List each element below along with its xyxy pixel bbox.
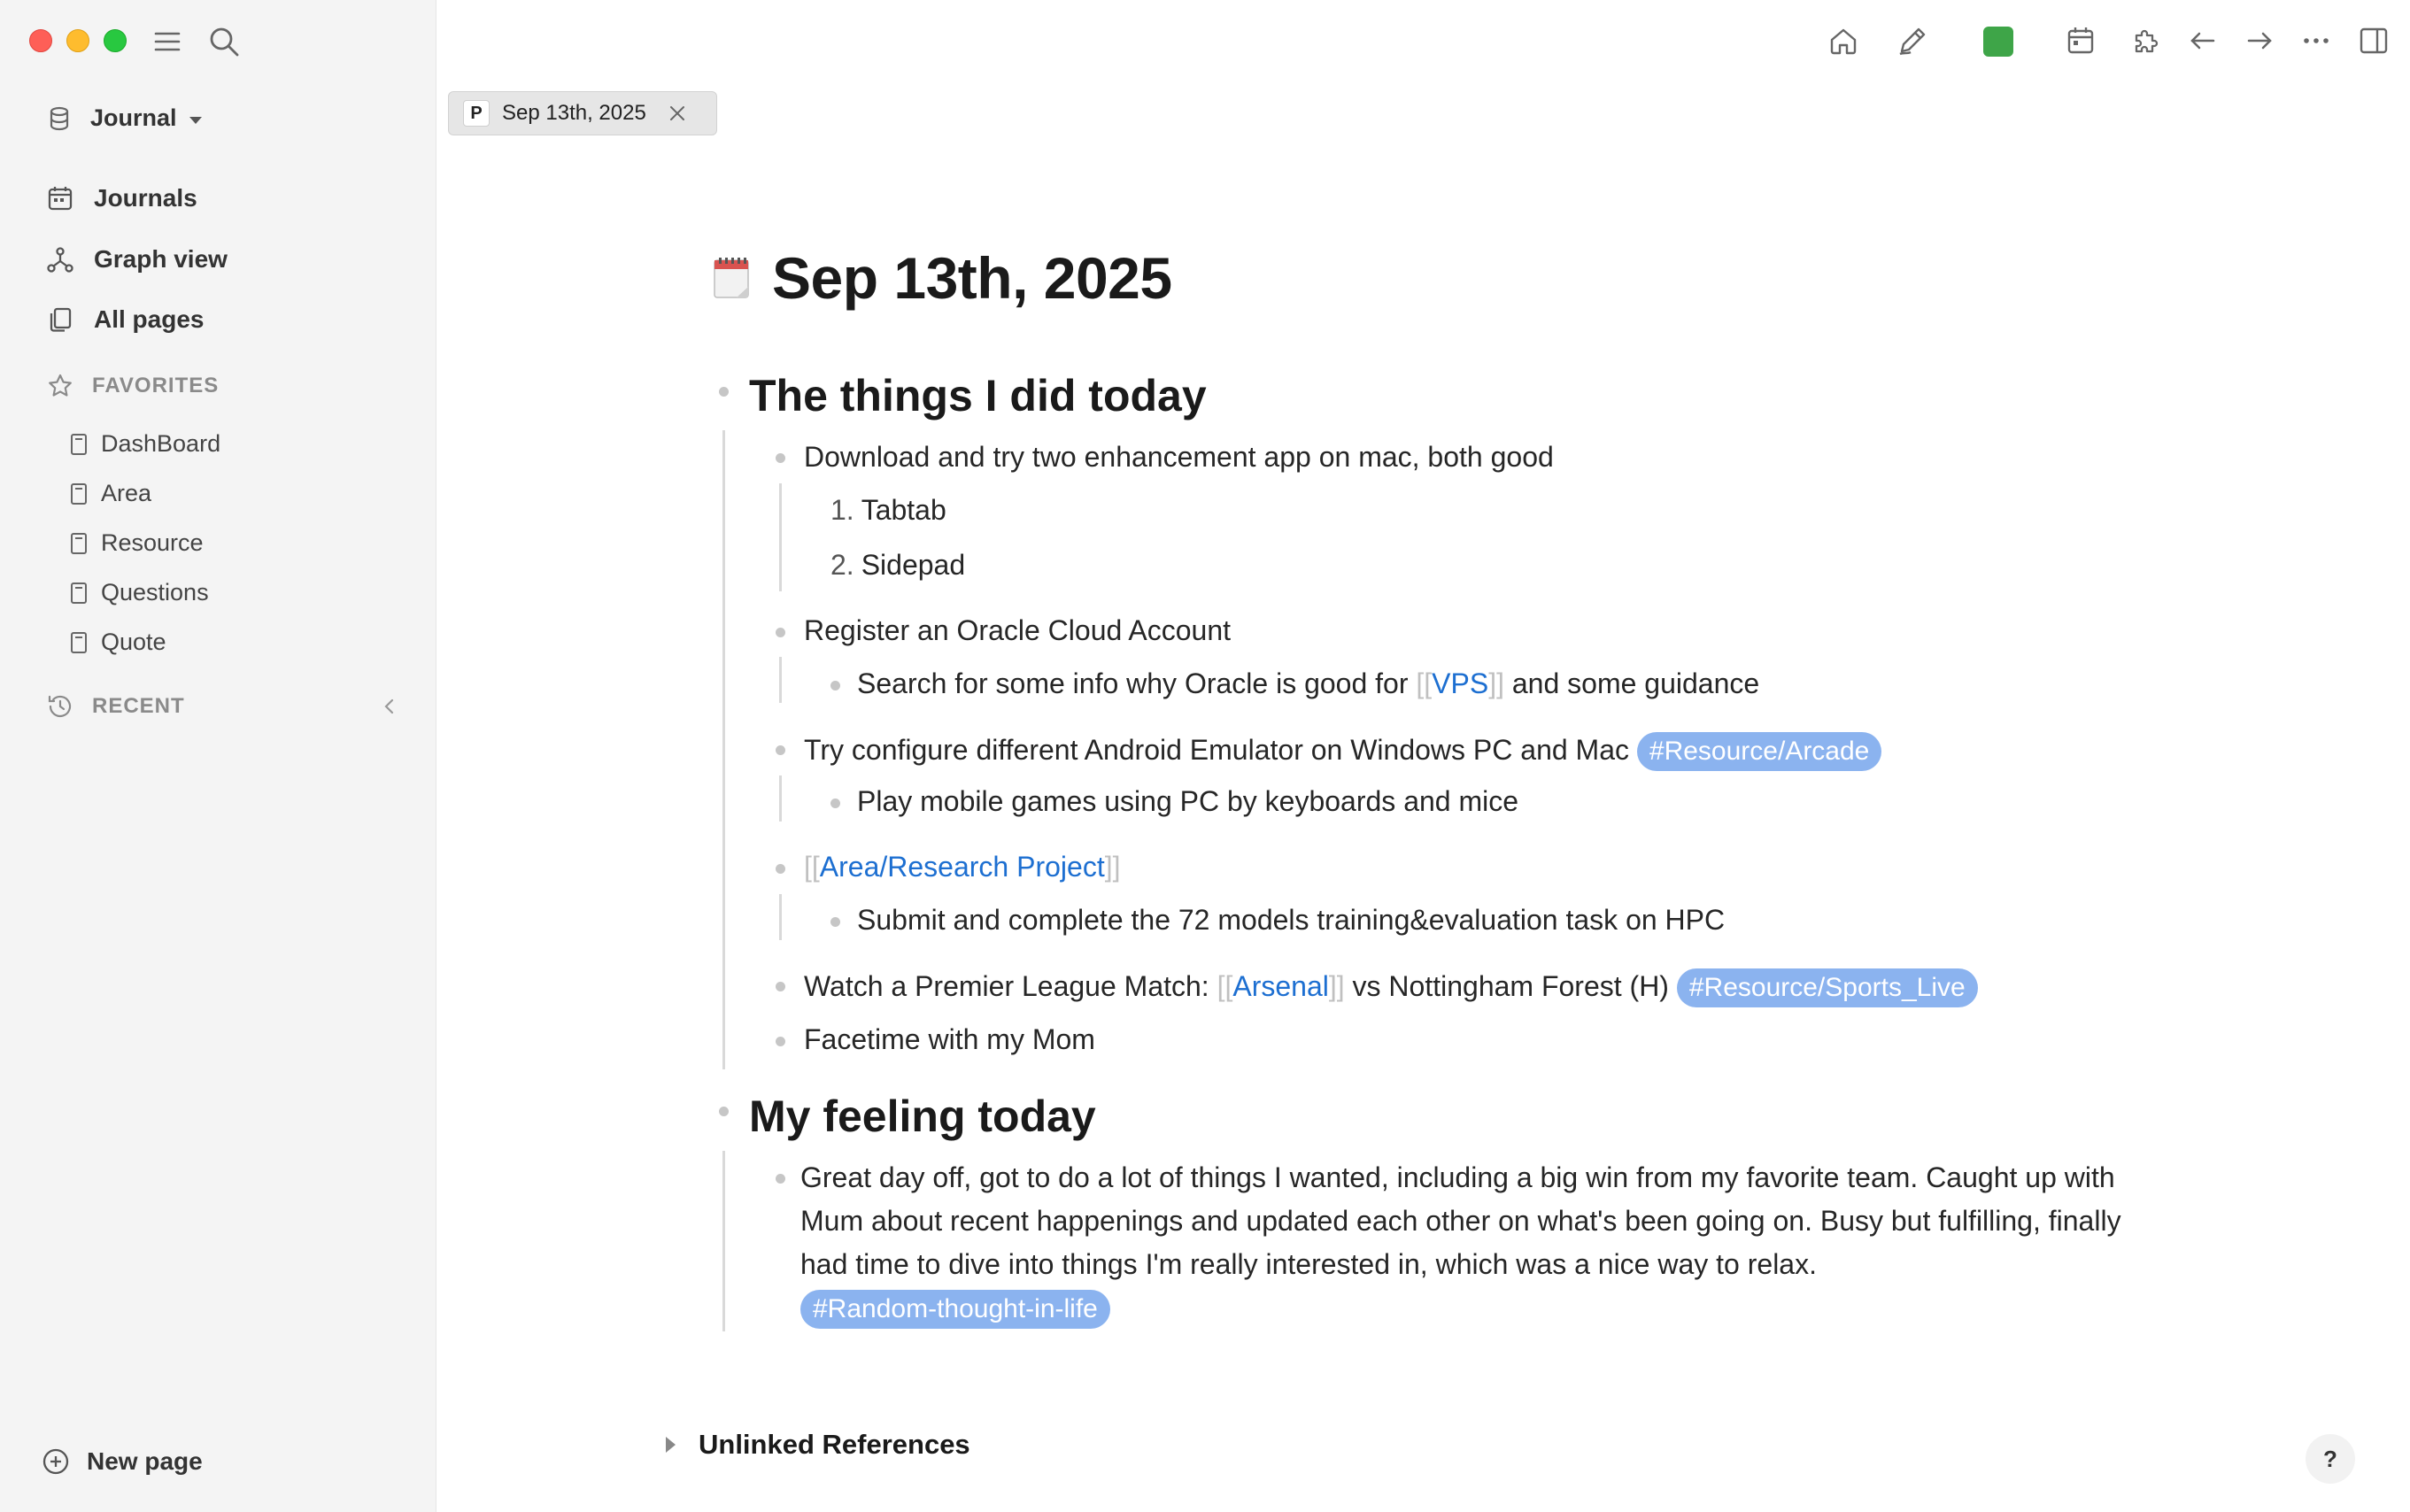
tab-label: Sep 13th, 2025 xyxy=(502,101,646,125)
text-segment: Search for some info why Oracle is good for xyxy=(857,667,1417,699)
plus-circle-icon xyxy=(41,1446,71,1477)
block-bullet[interactable] xyxy=(830,917,840,927)
help-button[interactable]: ? xyxy=(2306,1434,2355,1484)
text-segment: and some guidance xyxy=(1503,667,1760,699)
list-number: 2. xyxy=(830,549,854,581)
sidebar-item-all-pages[interactable] xyxy=(46,305,204,334)
page-title xyxy=(712,244,1172,312)
close-icon[interactable] xyxy=(668,104,687,123)
graph-name: Journal xyxy=(90,104,177,131)
left-sidebar xyxy=(0,0,436,1512)
page-icon xyxy=(71,434,87,455)
favorite-label: Questions xyxy=(101,579,209,606)
link-bracket: ]] xyxy=(1104,851,1121,883)
triangle-right-icon xyxy=(666,1437,676,1453)
block-bullet[interactable] xyxy=(776,1174,785,1184)
list-label: Sidepad xyxy=(861,549,966,581)
tag-random-thought-in-life[interactable]: #Random-thought-in-life xyxy=(800,1290,1110,1329)
block-text[interactable]: Facetime with my Mom xyxy=(804,1023,1095,1055)
page-icon xyxy=(71,632,87,653)
block-bullet[interactable] xyxy=(776,628,785,637)
arrow-left-icon[interactable] xyxy=(2185,23,2221,58)
link-bracket: [[ xyxy=(804,851,820,883)
search-icon[interactable] xyxy=(207,25,241,58)
more-icon[interactable] xyxy=(2298,23,2334,58)
block-bullet[interactable] xyxy=(830,798,840,808)
favorite-label: Quote xyxy=(101,629,166,655)
section-heading[interactable]: The things I did today xyxy=(749,371,1207,420)
link-bracket: [[ xyxy=(1217,970,1233,1002)
block-guide-line xyxy=(722,430,725,1069)
list-item[interactable] xyxy=(830,494,946,527)
favorite-label: Resource xyxy=(101,529,204,556)
page-ref-area-research-project[interactable]: Area/Research Project xyxy=(819,851,1105,883)
block-bullet[interactable] xyxy=(776,1037,785,1046)
star-icon xyxy=(46,372,74,400)
block-text[interactable]: Register an Oracle Cloud Account xyxy=(804,614,1232,646)
tab-badge: P xyxy=(463,100,490,127)
favorite-label: DashBoard xyxy=(101,430,221,457)
link-bracket: [[ xyxy=(1416,667,1433,699)
block-text[interactable] xyxy=(804,968,1978,1007)
page-icon xyxy=(71,533,87,554)
calendar-icon[interactable] xyxy=(2063,23,2098,58)
new-page-label: New page xyxy=(87,1447,203,1475)
maximize-window-button[interactable] xyxy=(104,29,127,52)
page-ref-vps[interactable]: VPS xyxy=(1432,667,1489,699)
recent-header[interactable] xyxy=(46,692,185,721)
minimize-window-button[interactable] xyxy=(66,29,89,52)
block-bullet[interactable] xyxy=(830,681,840,690)
block-guide-line xyxy=(779,483,782,591)
unlinked-references-toggle[interactable] xyxy=(666,1429,970,1461)
block-text[interactable]: Play mobile games using PC by keyboards and mice xyxy=(857,785,1519,817)
sidebar-item-label: All pages xyxy=(94,305,205,333)
block-text[interactable]: Download and try two enhancement app on mac, both good xyxy=(804,441,1554,473)
link-bracket: ]] xyxy=(1328,970,1345,1002)
new-page-button[interactable] xyxy=(41,1446,203,1477)
block-paragraph[interactable] xyxy=(800,1156,2128,1330)
block-text[interactable]: Submit and complete the 72 models training&evaluation task on HPC xyxy=(857,904,1726,936)
block-bullet[interactable] xyxy=(776,864,785,874)
arrow-right-icon[interactable] xyxy=(2242,23,2277,58)
favorite-item-area[interactable] xyxy=(71,480,151,507)
puzzle-icon[interactable] xyxy=(2128,23,2163,58)
favorite-label: Area xyxy=(101,480,152,506)
paragraph-text: Great day off, got to do a lot of things I wanted, including a big win from my favorite team. Caught up with Mum about recent happenings and updated each other on what's been going on. Busy but fulfilling, finally had time to dive into things I'm really interested in, which was a nice way to relax. xyxy=(800,1161,2121,1280)
block-text[interactable] xyxy=(857,667,1759,700)
block-guide-line xyxy=(722,1151,725,1331)
graph-selector[interactable] xyxy=(46,104,202,132)
list-number: 1. xyxy=(830,494,854,526)
list-label: Tabtab xyxy=(861,494,946,526)
page-ref-arsenal[interactable]: Arsenal xyxy=(1232,970,1329,1002)
list-item[interactable] xyxy=(830,549,965,582)
calendar-icon xyxy=(46,184,74,212)
page-tab[interactable] xyxy=(448,91,717,135)
history-icon xyxy=(46,692,74,721)
graph-icon xyxy=(46,245,74,274)
text-segment: vs Nottingham Forest (H) xyxy=(1344,970,1669,1002)
section-heading[interactable]: My feeling today xyxy=(749,1092,1096,1141)
chevron-left-icon[interactable] xyxy=(379,696,400,717)
block-guide-line xyxy=(779,657,782,703)
right-sidebar-toggle-icon[interactable] xyxy=(2355,23,2391,58)
page-icon xyxy=(71,483,87,505)
edit-icon[interactable] xyxy=(1895,23,1930,58)
recent-label: RECENT xyxy=(92,694,185,718)
favorite-item-dashboard[interactable] xyxy=(71,430,220,458)
sidebar-item-label: Journals xyxy=(94,184,197,212)
menu-icon[interactable] xyxy=(151,25,184,58)
favorite-item-questions[interactable] xyxy=(71,579,209,606)
close-window-button[interactable] xyxy=(29,29,52,52)
sidebar-item-graph-view[interactable] xyxy=(46,245,228,274)
text-segment: Try configure different Android Emulator on Windows PC and Mac xyxy=(804,734,1629,766)
tag-resource-sports-live[interactable]: #Resource/Sports_Live xyxy=(1677,968,1978,1007)
calendar-emoji-icon xyxy=(712,255,753,301)
favorite-item-quote[interactable] xyxy=(71,629,166,656)
pages-icon xyxy=(46,305,74,334)
tag-resource-arcade[interactable]: #Resource/Arcade xyxy=(1637,732,1881,771)
favorites-label: FAVORITES xyxy=(92,374,220,397)
favorites-header[interactable] xyxy=(46,372,219,400)
window-controls xyxy=(29,29,127,52)
link-bracket: ]] xyxy=(1488,667,1504,699)
block-text[interactable] xyxy=(804,851,1120,883)
block-bullet[interactable] xyxy=(776,745,785,755)
page-icon xyxy=(71,582,87,604)
block-guide-line xyxy=(779,894,782,940)
block-text[interactable] xyxy=(804,732,1881,771)
text-segment: Watch a Premier League Match: xyxy=(804,970,1217,1002)
sidebar-item-label: Graph view xyxy=(94,245,228,273)
unlinked-references-label: Unlinked References xyxy=(699,1429,970,1460)
favorite-item-resource[interactable] xyxy=(71,529,204,557)
block-bullet[interactable] xyxy=(719,1107,729,1116)
chevron-down-icon xyxy=(189,117,202,124)
home-icon[interactable] xyxy=(1826,23,1861,58)
database-icon xyxy=(46,105,73,132)
sync-status-indicator[interactable] xyxy=(1983,27,2013,57)
block-bullet[interactable] xyxy=(776,453,785,463)
block-bullet[interactable] xyxy=(776,982,785,991)
page-title-text[interactable]: Sep 13th, 2025 xyxy=(772,245,1172,311)
sidebar-item-journals[interactable] xyxy=(46,184,197,212)
block-guide-line xyxy=(779,775,782,822)
block-bullet[interactable] xyxy=(719,387,729,397)
